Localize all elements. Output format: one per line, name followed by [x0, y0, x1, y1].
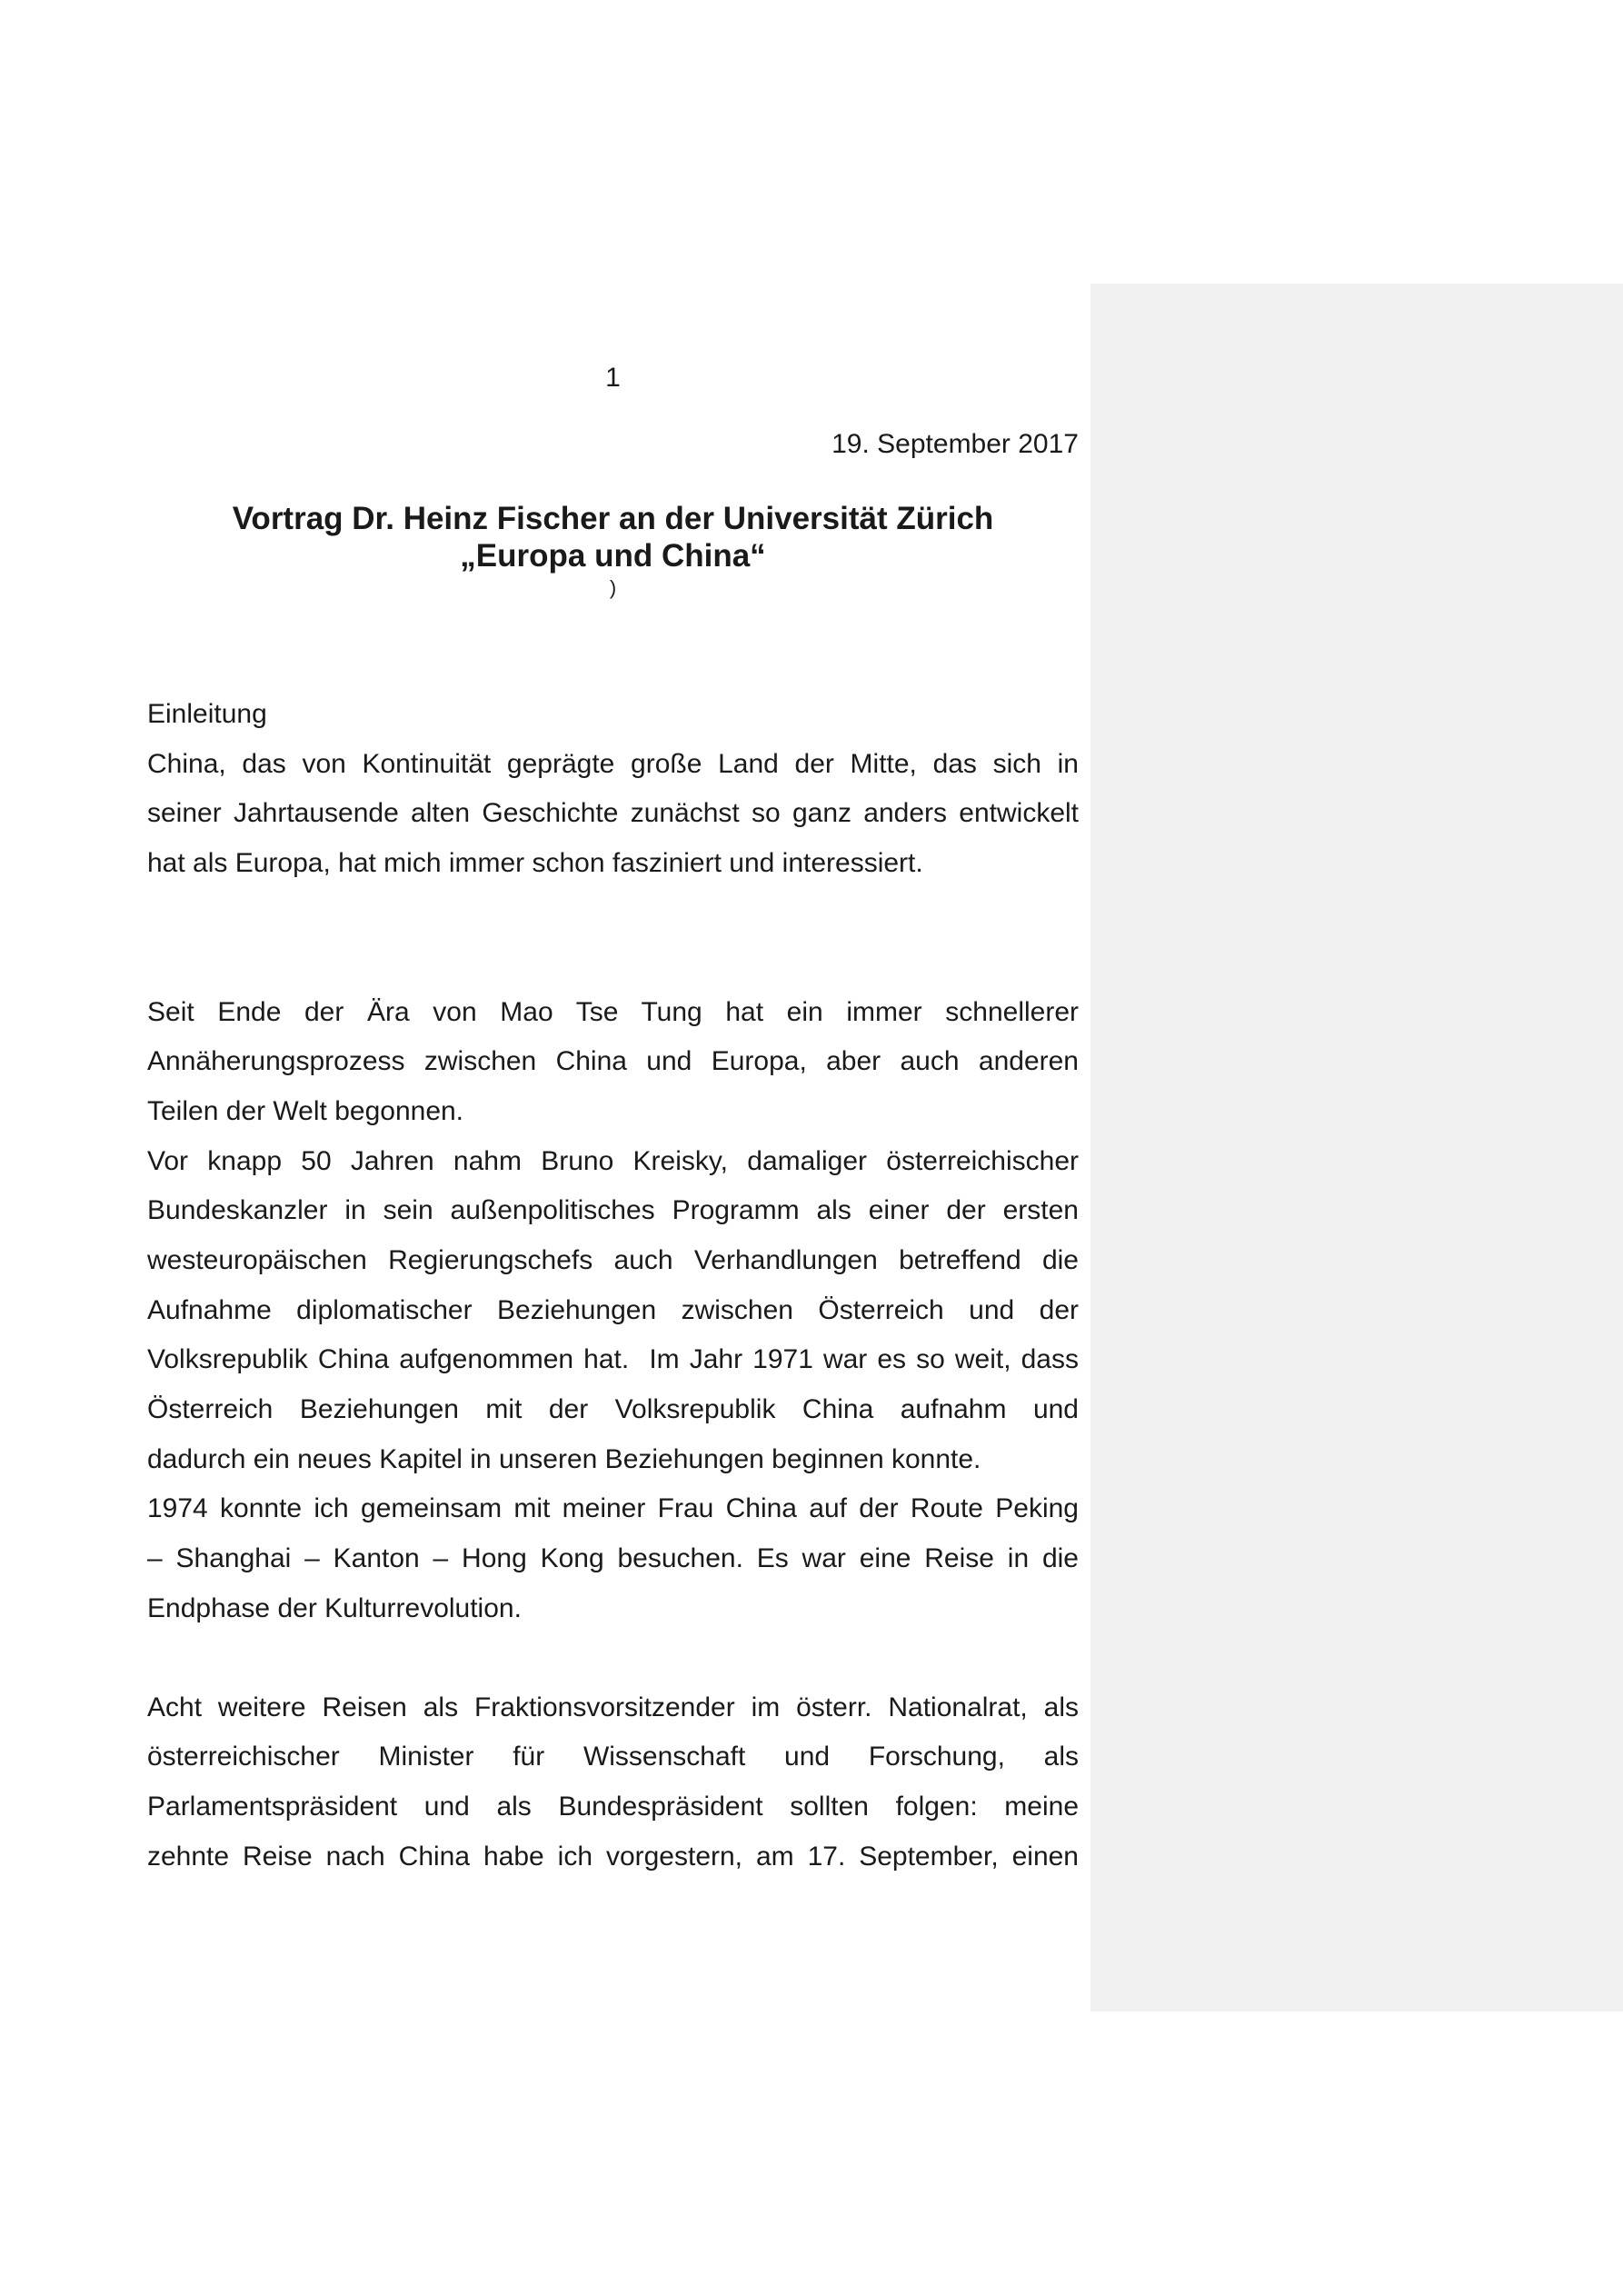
- body-text: [147, 690, 1079, 1882]
- highlight-panel: [1090, 284, 1623, 2011]
- text-line: Volksrepublik China aufgenommen hat. Im Jahr 1971 war es so weit, dass: [147, 1344, 1079, 1375]
- document-title: [147, 500, 1079, 602]
- text-line: – Shanghai – Kanton – Hong Kong besuchen. Es war eine Reise in die: [147, 1542, 1079, 1573]
- text-line: zehnte Reise nach China habe ich vorgestern, am 17. September, einen: [147, 1841, 1079, 1872]
- blank-line: [147, 889, 1079, 939]
- title-line-2: „Europa und China“: [460, 538, 766, 574]
- text-line: Parlamentspräsident und als Bundespräsident sollten folgen: meine: [147, 1792, 1079, 1822]
- text-line: hat als Europa, hat mich immer schon fasziniert und interessiert.: [147, 847, 923, 878]
- text-line: Endphase der Kulturrevolution.: [147, 1592, 522, 1623]
- text-line: Vor knapp 50 Jahren nahm Bruno Kreisky, damaliger österreichischer: [147, 1145, 1079, 1176]
- document-date: 19. September 2017: [831, 429, 1079, 459]
- text-line: Aufnahme diplomatischer Beziehungen zwischen Österreich und der: [147, 1294, 1079, 1325]
- text-line: westeuropäischen Regierungschefs auch Verhandlungen betreffend die: [147, 1245, 1079, 1276]
- text-line: dadurch ein neues Kapitel in unseren Beziehungen beginnen konnte.: [147, 1443, 981, 1474]
- text-line: seiner Jahrtausende alten Geschichte zunächst so ganz anders entwickelt: [147, 798, 1079, 829]
- title-note: ): [609, 576, 617, 599]
- blank-line: [147, 1633, 1079, 1683]
- text-line: Österreich Beziehungen mit der Volksrepublik China aufnahm und: [147, 1393, 1079, 1424]
- text-line: Bundeskanzler in sein außenpolitisches Programm als einer der ersten: [147, 1195, 1079, 1226]
- text-line: Seit Ende der Ära von Mao Tse Tung hat ein immer schnellerer: [147, 996, 1079, 1027]
- title-line-1: Vortrag Dr. Heinz Fischer an der Universität Zürich: [232, 501, 994, 536]
- section-heading: Einleitung: [147, 699, 267, 729]
- text-line: Acht weitere Reisen als Fraktionsvorsitzender im österr. Nationalrat, als: [147, 1692, 1079, 1722]
- text-line: österreichischer Minister für Wissenschaft und Forschung, als: [147, 1742, 1079, 1772]
- text-line: Annäherungsprozess zwischen China und Europa, aber auch anderen: [147, 1046, 1079, 1077]
- blank-line: [147, 938, 1079, 988]
- text-line: 1974 konnte ich gemeinsam mit meiner Frau China auf der Route Peking: [147, 1493, 1079, 1524]
- text-line: China, das von Kontinuität geprägte große Land der Mitte, das sich in: [147, 748, 1079, 779]
- page-number: 1: [605, 363, 621, 393]
- text-line: Teilen der Welt begonnen.: [147, 1096, 464, 1127]
